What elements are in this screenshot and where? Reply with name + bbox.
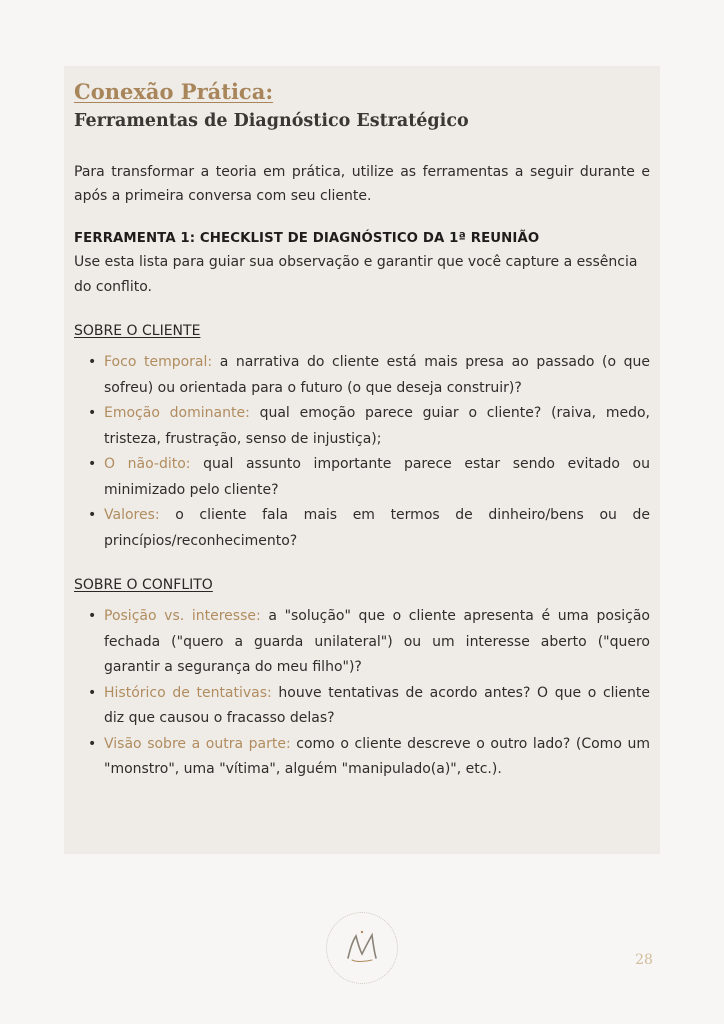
item-key: Emoção dominante: [104,405,250,421]
item-key: Valores: [104,507,160,523]
item-key: Foco temporal: [104,354,213,370]
tool-title: FERRAMENTA 1: CHECKLIST DE DIAGNÓSTICO DA 1ª REUNIÃO [74,231,540,246]
item-text: qual assunto importante parece estar sendo evitado ou minimizado pelo cliente? [104,456,650,498]
item-text: a narrativa do cliente está mais presa ao passado (o que sofreu) ou orientada para o futuro (o que deseja construir)? [104,354,651,396]
bullet-icon: • [88,354,97,370]
bullet-icon: • [88,456,97,472]
list-item [88,604,650,681]
client-checklist [74,350,650,554]
bullet-icon: • [88,405,97,421]
section-subheading: Ferramentas de Diagnóstico Estratégico [74,111,469,131]
item-key: Posição vs. interesse: [104,608,261,624]
bullet-icon: • [88,735,97,752]
list-item [88,503,650,554]
item-text: o cliente fala mais em termos de dinheiro/bens ou de princípios/reconhecimento? [104,507,650,549]
monogram-logo-icon [326,912,398,984]
list-item [88,350,651,401]
list-item [88,732,650,783]
tool-description: Use esta lista para guiar sua observação e garantir que você capture a essência do conflito. [74,254,638,295]
page-number: 28 [635,952,653,968]
item-text: como o cliente descreve o outro lado? (Como um "monstro", uma "vítima", alguém "manipulado(a)", etc.). [104,735,650,777]
list-item [88,401,651,452]
section-heading: Conexão Prática: [74,79,274,104]
section-title-client: SOBRE O CLIENTE [74,323,201,339]
item-text: houve tentativas de acordo antes? O que o cliente diz que causou o fracasso delas? [104,684,651,726]
list-item [88,452,650,503]
item-text: qual emoção parece guiar o cliente? (raiva, medo, tristeza, frustração, senso de injustiça); [104,405,651,447]
item-key: Histórico de tentativas: [104,684,272,701]
content-panel [64,66,660,854]
conflict-checklist [74,604,650,783]
bullet-icon: • [88,608,97,624]
item-key: Visão sobre a outra parte: [104,735,291,752]
intro-paragraph: Para transformar a teoria em prática, utilize as ferramentas a seguir durante e após a primeira conversa com seu cliente. [74,164,650,204]
item-text: a "solução" que o cliente apresenta é uma posição fechada ("quero a guarda unilateral") ou um interesse aberto ("quero garantir a segurança do meu filho")? [104,608,650,675]
item-key: O não-dito: [104,456,191,472]
section-title-conflict: SOBRE O CONFLITO [74,577,213,593]
list-item [88,681,651,732]
bullet-icon: • [88,507,97,523]
bullet-icon: • [88,684,97,701]
